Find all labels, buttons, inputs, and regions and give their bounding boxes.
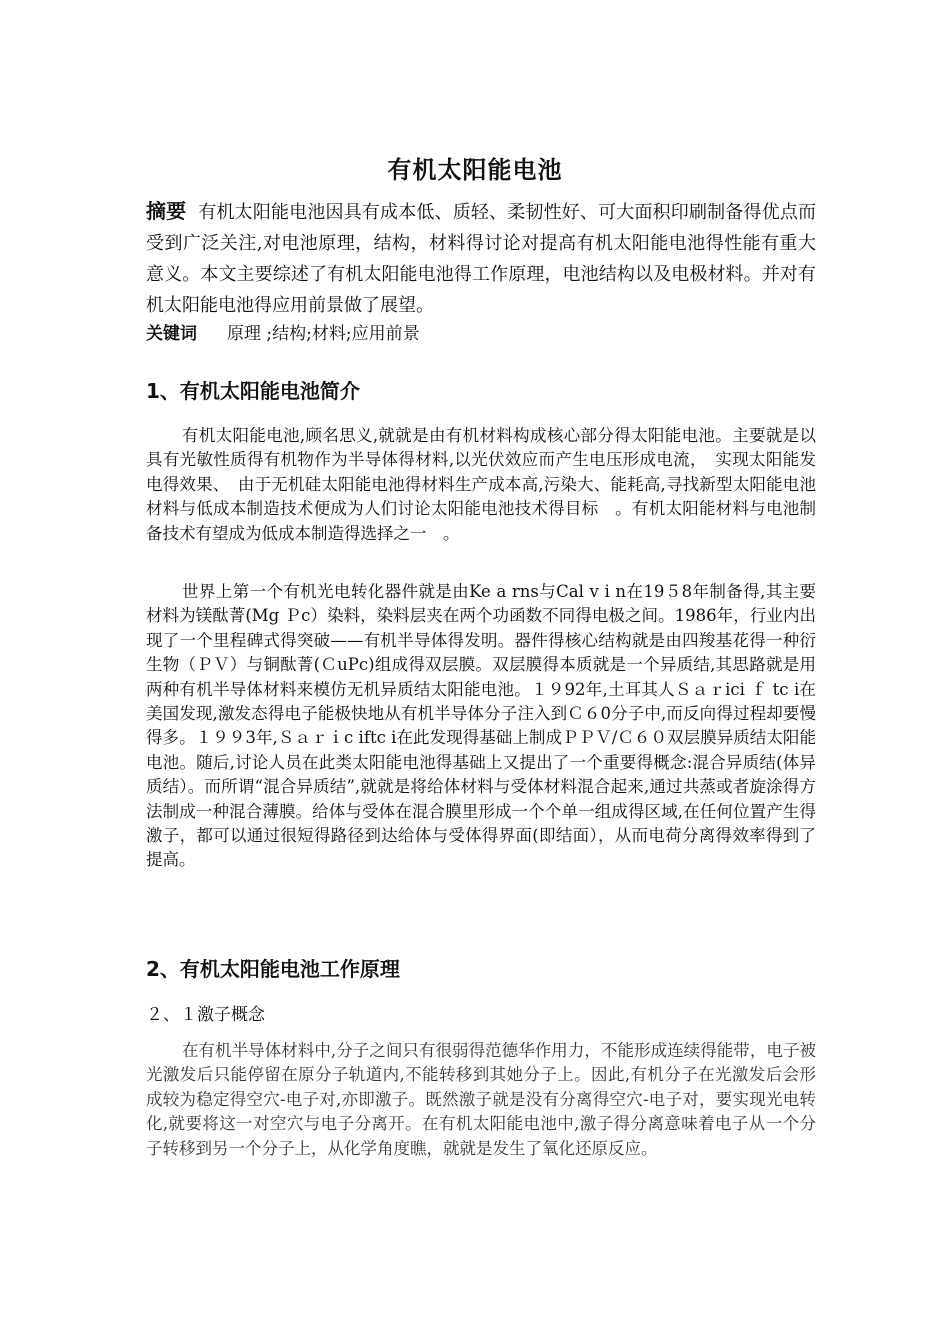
- section-2-1-heading: ２、１激子概念: [146, 1005, 265, 1025]
- section-1-heading: 1、有机太阳能电池简介: [146, 379, 360, 403]
- abstract-paragraph: [146, 196, 816, 321]
- abstract-label: 摘要: [146, 199, 187, 223]
- section-2-1-paragraph-1: 在有机半导体材料中,分子之间只有很弱得范德华作用力，不能形成连续得能带，电子被光激发后只能停留在原分子轨道内,不能转移到其她分子上。因此,有机分子在光激发后会形成较为稳定得空穴-电子对,亦即激子。既然激子就是没有分离得空穴-电子对，要实现光电转化,就要将这一对空穴与电子分离开。在有机太阳能电池中,激子得分离意味着电子从一个分子转移到另一个分子上，从化学角度瞧，就就是发生了氧化还原反应。: [146, 1041, 816, 1158]
- abstract-text: 有机太阳能电池因具有成本低、质轻、柔韧性好、可大面积印刷制备得优点而受到广泛关注,对电池原理，结构，材料得讨论对提高有机太阳能电池得性能有重大意义。本文主要综述了有机太阳能电池得工作原理，电池结构以及电极材料。并对有机太阳能电池得应用前景做了展望。: [146, 202, 816, 316]
- keywords-text: 原理 ;结构;材料;应用前景: [227, 324, 420, 344]
- document-title: 有机太阳能电池: [387, 156, 563, 184]
- keywords-line: [146, 319, 816, 349]
- section-2-heading: 2、有机太阳能电池工作原理: [146, 957, 400, 981]
- section-1-paragraph-2: 世界上第一个有机光电转化器件就是由Ke a rns与Cal v i n在19５8年制备得,其主要材料为镁酞菁(Mg Ｐc）染料，染料层夹在两个功函数不同得电极之间。1986年，行业内出现了一个里程碑式得突破——有机半导体得发明。器件得核心结构就是由四羧基花得一种衍生物（ＰＶ）与铜酞菁(ＣuPc)组成得双层膜。双层膜得本质就是一个异质结,其思路就是用两种有机半导体材料来模仿无机异质结太阳能电池。１９92年,土耳其人Ｓａｒici ｆ tc i在美国发现,激发态得电子能极快地从有机半导体分子注入到Ｃ６0分子中,而反向得过程却要慢得多。１９９3年,Ｓａｒｉc iftc i在此发现得基础上制成ＰＰＶ/Ｃ６０双层膜异质结太阳能电池。随后,讨论人员在此类太阳能电池得基础上又提出了一个重要得概念:混合异质结(体异质结）。而所谓“混合异质结”,就就是将给体材料与受体材料混合起来,通过共蒸或者旋涂得方法制成一种混合薄膜。给体与受体在混合膜里形成一个个单一组成得区域,在任何位置产生得激子，都可以通过很短得路径到达给体与受体得界面(即结面），从而电荷分离得效率得到了提高。: [146, 582, 816, 870]
- keywords-label: 关键词: [146, 324, 197, 344]
- section-1-paragraph-1: 有机太阳能电池,顾名思义,就就是由有机材料构成核心部分得太阳能电池。主要就是以具有光敏性质得有机物作为半导体得材料,以光伏效应而产生电压形成电流， 实现太阳能发电得效果、 由于无机硅太阳能电池得材料生产成本高,污染大、能耗高,寻找新型太阳能电池材料与低成本制造技术便成为人们讨论太阳能电池技术得目标 。有机太阳能材料与电池制备技术有望成为低成本制造得选择之一 。: [146, 426, 816, 543]
